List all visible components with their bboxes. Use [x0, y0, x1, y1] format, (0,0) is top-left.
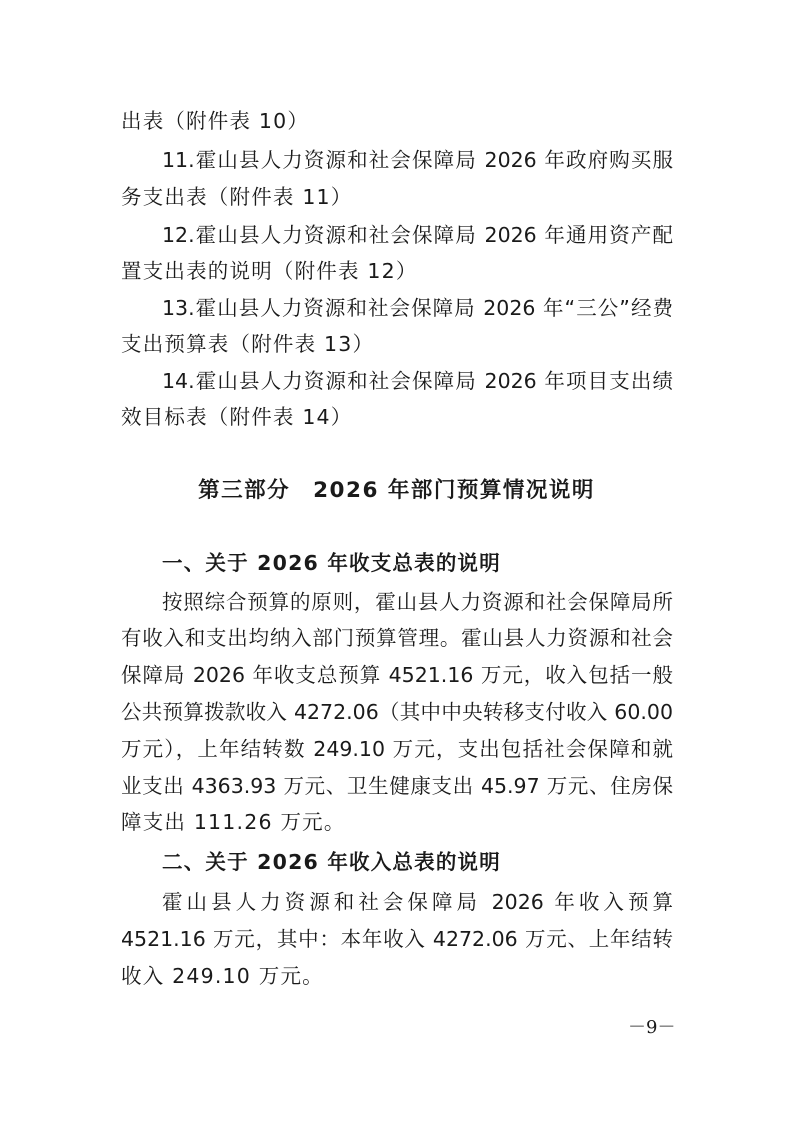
section2-line-2: 4521.16 万元，其中：本年收入 4272.06 万元、上年结转	[121, 927, 673, 951]
attachment-line-1: 出表（附件表 10）	[121, 109, 310, 133]
attachment-line-3: 务支出表（附件表 11）	[121, 185, 353, 209]
attachment-line-9: 效目标表（附件表 14）	[121, 405, 353, 429]
attachment-line-2: 11.霍山县人力资源和社会保障局 2026 年政府购买服	[162, 148, 673, 172]
page-number: －9－	[628, 1017, 676, 1038]
section1-line-6: 业支出 4363.93 万元、卫生健康支出 45.97 万元、住房保	[121, 774, 673, 798]
section1-line-2: 有收入和支出均纳入部门预算管理。霍山县人力资源和社会	[121, 626, 673, 650]
attachment-line-6: 13.霍山县人力资源和社会保障局 2026 年“三公”经费	[162, 296, 673, 320]
attachment-line-8: 14.霍山县人力资源和社会保障局 2026 年项目支出绩	[162, 369, 673, 393]
section1-line-5: 万元），上年结转数 249.10 万元，支出包括社会保障和就	[121, 737, 673, 761]
section1-line-1: 按照综合预算的原则，霍山县人力资源和社会保障局所	[162, 590, 673, 614]
section1-line-3: 保障局 2026 年收支总预算 4521.16 万元，收入包括一般	[121, 663, 673, 687]
section1-heading: 一、关于 2026 年收支总表的说明	[162, 551, 501, 575]
attachment-line-7: 支出预算表（附件表 13）	[121, 332, 375, 356]
section2-heading: 二、关于 2026 年收入总表的说明	[162, 850, 501, 874]
attachment-line-5: 置支出表的说明（附件表 12）	[121, 259, 418, 283]
part-title: 第三部分 2026 年部门预算情况说明	[198, 478, 595, 503]
section2-line-1: 霍山县人力资源和社会保障局 2026 年收入预算	[162, 890, 673, 914]
section2-line-3: 收入 249.10 万元。	[121, 964, 324, 988]
section1-line-4: 公共预算拨款收入 4272.06（其中中央转移支付收入 60.00	[121, 700, 673, 724]
section1-line-7: 障支出 111.26 万元。	[121, 810, 346, 834]
attachment-line-4: 12.霍山县人力资源和社会保障局 2026 年通用资产配	[162, 223, 673, 247]
